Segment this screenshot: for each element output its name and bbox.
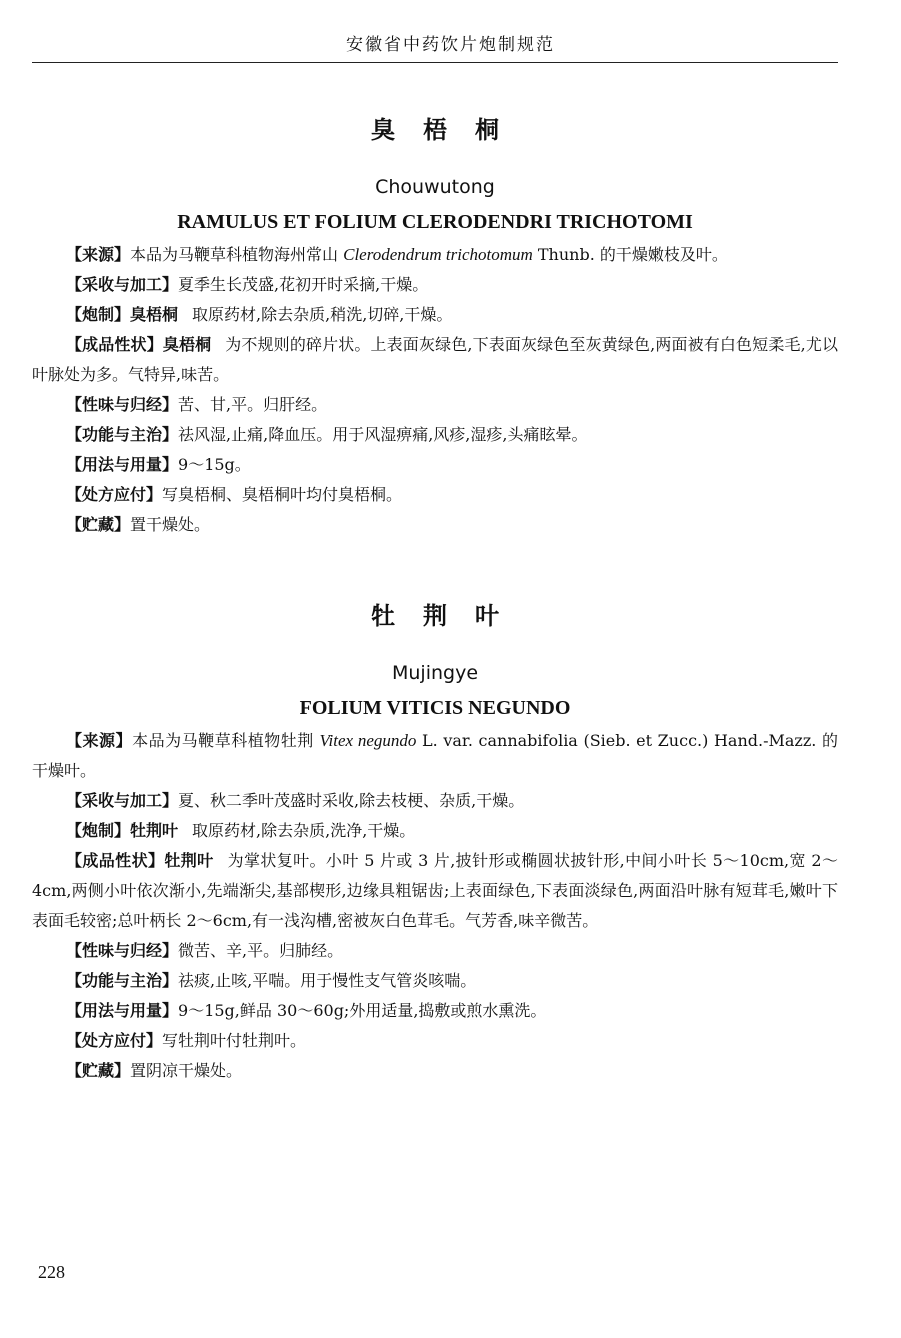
section-subject: 臭梧桐	[130, 305, 179, 324]
running-header: 安徽省中药饮片炮制规范	[346, 35, 555, 55]
section-text: 本品为马鞭草科植物海州常山	[130, 245, 344, 264]
section-harvest	[32, 786, 838, 816]
section-text: 取原药材,除去杂质,洗净,干燥。	[192, 821, 416, 840]
section-text: 苦、甘,平。归肝经。	[178, 395, 328, 414]
section-nature	[32, 936, 838, 966]
section-subject: 牡荆叶	[130, 821, 179, 840]
section-label: 【来源】	[66, 245, 131, 264]
section-text: 写臭梧桐、臭梧桐叶均付臭梧桐。	[162, 485, 403, 504]
entry-sections	[32, 240, 838, 540]
section-dosage	[32, 450, 838, 480]
section-text: 夏、秋二季叶茂盛时采收,除去枝梗、杂质,干燥。	[178, 791, 525, 810]
section-text: 本品为马鞭草科植物牡荆	[132, 731, 320, 750]
section-source	[32, 726, 838, 786]
section-processing	[32, 816, 838, 846]
header-rule	[32, 62, 838, 63]
entry-title-cn: 牡荆叶	[371, 602, 527, 630]
section-description	[32, 846, 838, 936]
section-subject: 牡荆叶	[164, 851, 214, 870]
section-text: 置干燥处。	[130, 515, 211, 534]
section-label: 【功能与主治】	[66, 425, 179, 444]
section-label: 【成品性状】	[66, 335, 163, 354]
section-label: 【炮制】	[66, 821, 131, 840]
section-text: 9～15g,鲜品 30～60g;外用适量,捣敷或煎水熏洗。	[178, 1001, 547, 1020]
section-function	[32, 966, 838, 996]
section-label: 【性味与归经】	[66, 395, 179, 414]
section-text: 取原药材,除去杂质,稍洗,切碎,干燥。	[192, 305, 453, 324]
monograph-entry	[32, 112, 838, 540]
section-dosage	[32, 996, 838, 1026]
section-text: 祛风湿,止痛,降血压。用于风湿痹痛,风疹,湿疹,头痛眩晕。	[178, 425, 588, 444]
section-label: 【炮制】	[66, 305, 131, 324]
section-description	[32, 330, 838, 390]
section-text: 写牡荆叶付牡荆叶。	[162, 1031, 307, 1050]
monograph-entry	[32, 598, 838, 1086]
section-subject: 臭梧桐	[162, 335, 212, 354]
entry-latin-name: FOLIUM VITICIS NEGUNDO	[299, 697, 571, 719]
section-function	[32, 420, 838, 450]
section-text: 祛痰,止咳,平喘。用于慢性支气管炎咳喘。	[178, 971, 477, 990]
species-name: Clerodendrum trichotomum	[343, 245, 533, 264]
section-text: L. var. cannabifolia (Sieb. et Zucc.) Hand.-Mazz. 的干燥叶。	[32, 731, 838, 780]
section-prescription	[32, 1026, 838, 1056]
section-harvest	[32, 270, 838, 300]
section-text: Thunb. 的干燥嫩枝及叶。	[532, 245, 728, 264]
section-text: 为掌状复叶。小叶 5 片或 3 片,披针形或椭圆状披针形,中间小叶长 5～10cm,宽 2～4cm,两侧小叶依次渐小,先端渐尖,基部楔形,边缘具粗锯齿;上表面绿色,下表面淡绿色,两面沿叶脉有短茸毛,嫩叶下表面毛较密;总叶柄长 2～6cm,有一浅沟槽,密被灰白色茸毛。气芳香,味辛微苦。	[32, 851, 838, 930]
section-processing	[32, 300, 838, 330]
section-label: 【来源】	[66, 731, 133, 750]
section-text: 置阴凉干燥处。	[130, 1061, 243, 1080]
section-storage	[32, 510, 838, 540]
entry-sections	[32, 726, 838, 1086]
section-label: 【采收与加工】	[66, 275, 179, 294]
entry-pinyin: Chouwutong	[375, 176, 495, 198]
section-source	[32, 240, 838, 270]
section-text: 为不规则的碎片状。上表面灰绿色,下表面灰绿色至灰黄绿色,两面被有白色短柔毛,尤以叶脉处为多。气特异,味苦。	[32, 335, 838, 384]
section-label: 【处方应付】	[66, 485, 163, 504]
entry-title-cn: 臭梧桐	[371, 116, 527, 144]
page-number: 228	[38, 1262, 65, 1282]
entry-pinyin: Mujingye	[391, 662, 479, 684]
section-text: 夏季生长茂盛,花初开时采摘,干燥。	[178, 275, 429, 294]
section-label: 【成品性状】	[66, 851, 165, 870]
entry-latin-name: RAMULUS ET FOLIUM CLERODENDRI TRICHOTOMI	[177, 211, 693, 233]
section-label: 【用法与用量】	[66, 1001, 179, 1020]
section-label: 【性味与归经】	[66, 941, 179, 960]
section-label: 【功能与主治】	[66, 971, 179, 990]
section-label: 【贮藏】	[66, 515, 131, 534]
section-text: 微苦、辛,平。归肺经。	[178, 941, 344, 960]
section-label: 【用法与用量】	[66, 455, 179, 474]
section-prescription	[32, 480, 838, 510]
section-label: 【采收与加工】	[66, 791, 179, 810]
section-text: 9～15g。	[178, 455, 251, 474]
section-storage	[32, 1056, 838, 1086]
species-name: Vitex negundo	[319, 731, 417, 750]
section-label: 【贮藏】	[66, 1061, 131, 1080]
section-label: 【处方应付】	[66, 1031, 163, 1050]
section-nature	[32, 390, 838, 420]
